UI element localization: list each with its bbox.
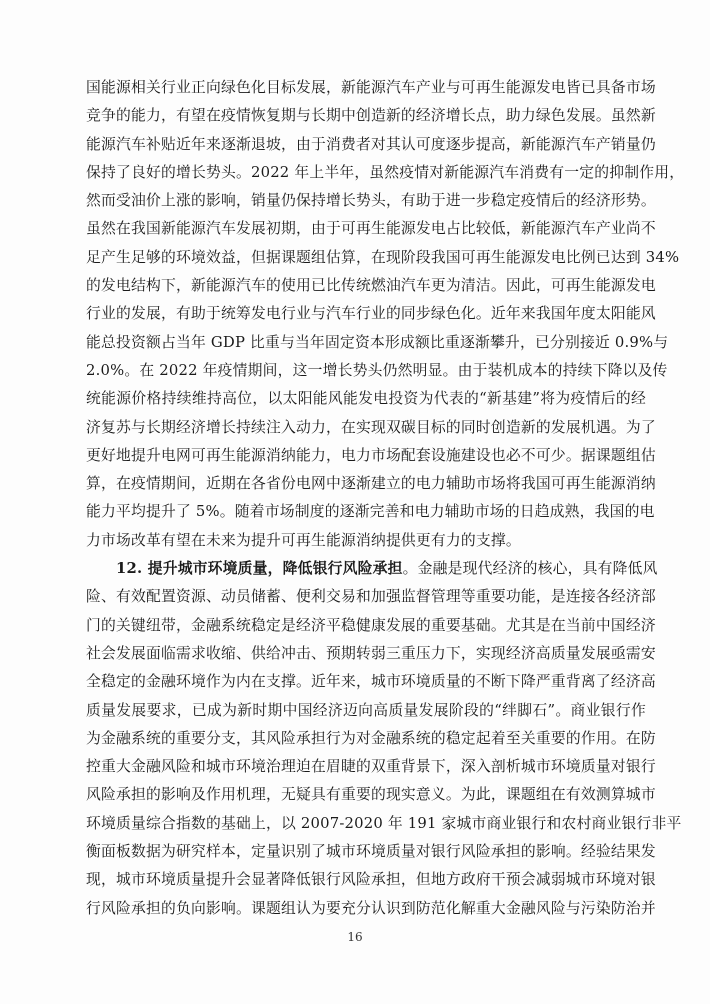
- page-number: 16: [347, 930, 363, 944]
- text-line: 算，在疫情期间，近期在各省份电网中逐渐建立的电力辅助市场将我国可再生能源消纳: [86, 475, 656, 493]
- text-line: 现，城市环境质量提升会显著降低银行风险承担，但地方政府干预会减弱城市环境对银: [86, 871, 656, 889]
- text-line: 国能源相关行业正向绿色化目标发展，新能源汽车产业与可再生能源发电皆已具备市场: [86, 79, 656, 96]
- text-line: 全稳定的金融环境作为内在支撑。近年来，城市环境质量的不断下降严重背离了经济高: [86, 673, 656, 691]
- text-line: 保持了良好的增长势头。2022 年上半年，虽然疫情对新能源汽车消费有一定的抑制作用，: [86, 163, 685, 181]
- text-line: 然而受油价上涨的影响，销量仍保持增长势头，有助于进一步稳定疫情后的经济形势。: [86, 192, 656, 210]
- section-heading: 12. 提升城市环境质量，降低银行风险承担: [116, 560, 403, 578]
- text-line: 虽然在我国新能源汽车发展初期，由于可再生能源发电占比较低，新能源汽车产业尚不: [86, 220, 656, 238]
- text-line: 控重大金融风险和城市环境治理迫在眉睫的双重背景下，深入剖析城市环境质量对银行: [86, 758, 656, 776]
- text-line: 足产生足够的环境效益，但据课题组估算，在现阶段我国可再生能源发电比例已达到 34%: [86, 248, 680, 266]
- text-line: 能总投资额占当年 GDP 比重与当年固定资本形成额比重逐渐攀升，已分别接近 0.9%与: [86, 333, 669, 351]
- text-line: 行风险承担的负向影响。课题组认为要充分认识到防范化解重大金融风险与污染防治并: [86, 899, 656, 917]
- text-line: 济复苏与长期经济增长持续注入动力，在实现双碳目标的同时创造新的发展机遇。为了: [86, 418, 656, 436]
- text-line: 能力平均提升了 5%。随着市场制度的逐渐完善和电力辅助市场的日趋成熟，我国的电: [86, 503, 655, 521]
- text-line: 行业的发展，有助于统筹发电行业与汽车行业的同步绿色化。近年来我国年度太阳能风: [86, 305, 656, 323]
- paragraph-renewable-energy: [86, 74, 685, 555]
- text-line: 风险承担的影响及作用机理，无疑具有重要的现实意义。为此，课题组在有效测算城市: [86, 786, 656, 804]
- text-line: 的发电结构下，新能源汽车的使用已比传统燃油汽车更为清洁。因此，可再生能源发电: [86, 277, 656, 295]
- paragraph-heading-line: [86, 555, 658, 583]
- text-line: 2.0%。在 2022 年疫情期间，这一增长势头仍然明显。由于装机成本的持续下降以及传: [86, 361, 668, 379]
- text-line: 险、有效配置资源、动员储蓄、便利交易和加强监督管理等重要功能，是连接各经济部: [86, 588, 656, 606]
- text-line: 为金融系统的重要分支，其风险承担行为对金融系统的稳定起着至关重要的作用。在防: [86, 729, 656, 747]
- text-line: 质量发展要求，已成为新时期中国经济迈向高质量发展阶段的“绊脚石”。商业银行作: [86, 701, 646, 719]
- paragraph-bank-risk: [86, 583, 682, 923]
- text-line: 环境质量综合指数的基础上，以 2007-2020 年 191 家城市商业银行和农村商业银行非平: [86, 814, 682, 832]
- heading-line-text: 。金融是现代经济的核心，具有降低风: [402, 560, 658, 578]
- text-line: 门的关键纽带，金融系统稳定是经济平稳健康发展的重要基础。尤其是在当前中国经济: [86, 616, 656, 634]
- text-line: 衡面板数据为研究样本，定量识别了城市环境质量对银行风险承担的影响。经验结果发: [86, 843, 656, 861]
- text-line: 更好地提升电网可再生能源消纳能力，电力市场配套设施建设也必不可少。据课题组估: [86, 446, 656, 464]
- text-line: 能源汽车补贴近年来逐渐退坡，由于消费者对其认可度逐步提高，新能源汽车产销量仍: [86, 135, 656, 153]
- text-line: 统能源价格持续维持高位，以太阳能风能发电投资为代表的“新基建”将为疫情后的经: [86, 390, 646, 408]
- text-line: 社会发展面临需求收缩、供给冲击、预期转弱三重压力下，实现经济高质量发展亟需安: [86, 644, 656, 662]
- text-line: 力市场改革有望在未来为提升可再生能源消纳提供更有力的支撑。: [86, 531, 521, 549]
- body-text: [86, 74, 685, 923]
- text-line: 竞争的能力，有望在疫情恢复期与长期中创造新的经济增长点，助力绿色发展。虽然新: [86, 107, 656, 125]
